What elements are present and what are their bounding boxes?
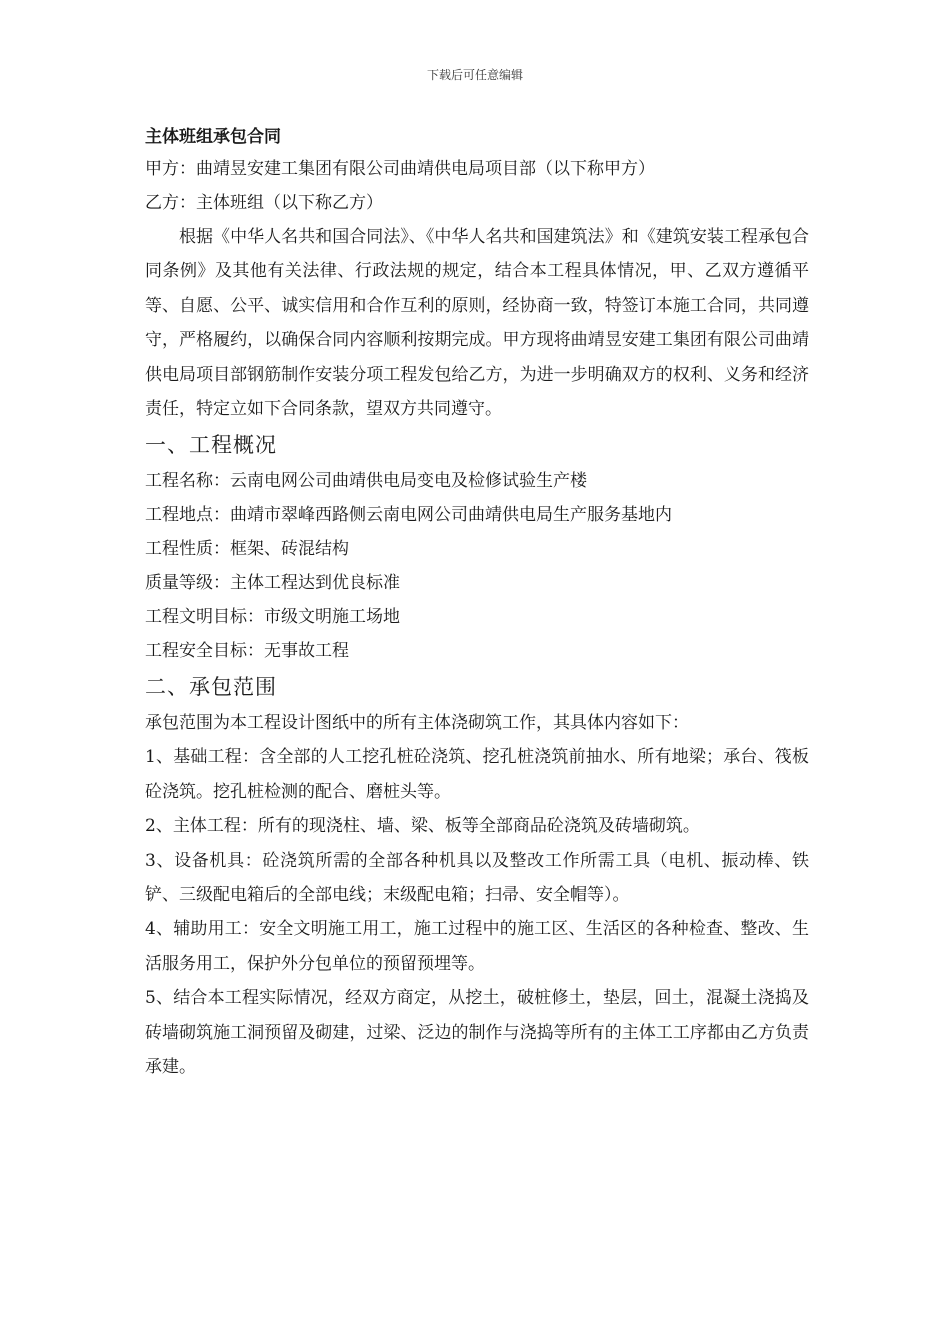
scope-item: 5、结合本工程实际情况，经双方商定，从挖土，破桩修土，垫层，回土，混凝土浇捣及砖墙砌筑施工洞预留及砌建，过梁、泛边的制作与浇捣等所有的主体工工序都由乙方负责承建。 — [145, 988, 809, 1078]
document-body — [145, 122, 809, 1085]
preamble-paragraph: 根据《中华人名共和国合同法》、《中华人名共和国建筑法》和《建筑安装工程承包合同条例》及其他有关法律、行政法规的规定，结合本工程具体情况，甲、乙双方遵循平等、自愿、公平、诚实信用和合作互利的原则，经协商一致，特签订本施工合同，共同遵守，严格履约，以确保合同内容顺利按期完成。甲方现将曲靖昱安建工集团有限公司曲靖供电局项目部钢筋制作安装分项工程发包给乙方，为进一步明确双方的权利、义务和经济责任，特定立如下合同条款，望双方共同遵守。 — [145, 227, 809, 420]
scope-item: 2、主体工程：所有的现浇柱、墙、梁、板等全部商品砼浇筑及砖墙砌筑。 — [145, 816, 700, 837]
project-overview-item: 质量等级：主体工程达到优良标准 — [145, 573, 400, 594]
project-overview-item: 工程性质：框架、砖混结构 — [145, 539, 349, 560]
section-2-heading: 二、承包范围 — [145, 675, 277, 700]
party-a-line: 甲方：曲靖昱安建工集团有限公司曲靖供电局项目部（以下称甲方） — [145, 159, 655, 179]
scope-intro: 承包范围为本工程设计图纸中的所有主体浇砌筑工作，其具体内容如下： — [145, 713, 689, 734]
project-overview-item: 工程安全目标：无事故工程 — [145, 641, 349, 662]
scope-item: 4、辅助用工：安全文明施工用工，施工过程中的施工区、生活区的各种检查、整改、生活服务用工，保护外分包单位的预留预埋等。 — [145, 919, 809, 974]
project-overview-item: 工程地点：曲靖市翠峰西路侧云南电网公司曲靖供电局生产服务基地内 — [145, 505, 672, 526]
party-b-line: 乙方：主体班组（以下称乙方） — [145, 193, 383, 213]
section-1-heading: 一、工程概况 — [145, 433, 277, 458]
project-overview-item: 工程文明目标：市级文明施工场地 — [145, 607, 400, 628]
document-title: 主体班组承包合同 — [145, 127, 281, 147]
project-overview-item: 工程名称：云南电网公司曲靖供电局变电及检修试验生产楼 — [145, 471, 587, 492]
scope-item: 1、基础工程：含全部的人工挖孔桩砼浇筑、挖孔桩浇筑前抽水、所有地梁；承台、筏板砼浇筑。挖孔桩检测的配合、磨桩头等。 — [145, 747, 809, 802]
scope-item: 3、设备机具：砼浇筑所需的全部各种机具以及整改工作所需工具（电机、振动棒、铁铲、三级配电箱后的全部电线；末级配电箱；扫帚、安全帽等）。 — [145, 850, 809, 906]
page-header-note: 下载后可任意编辑 — [426, 68, 523, 82]
